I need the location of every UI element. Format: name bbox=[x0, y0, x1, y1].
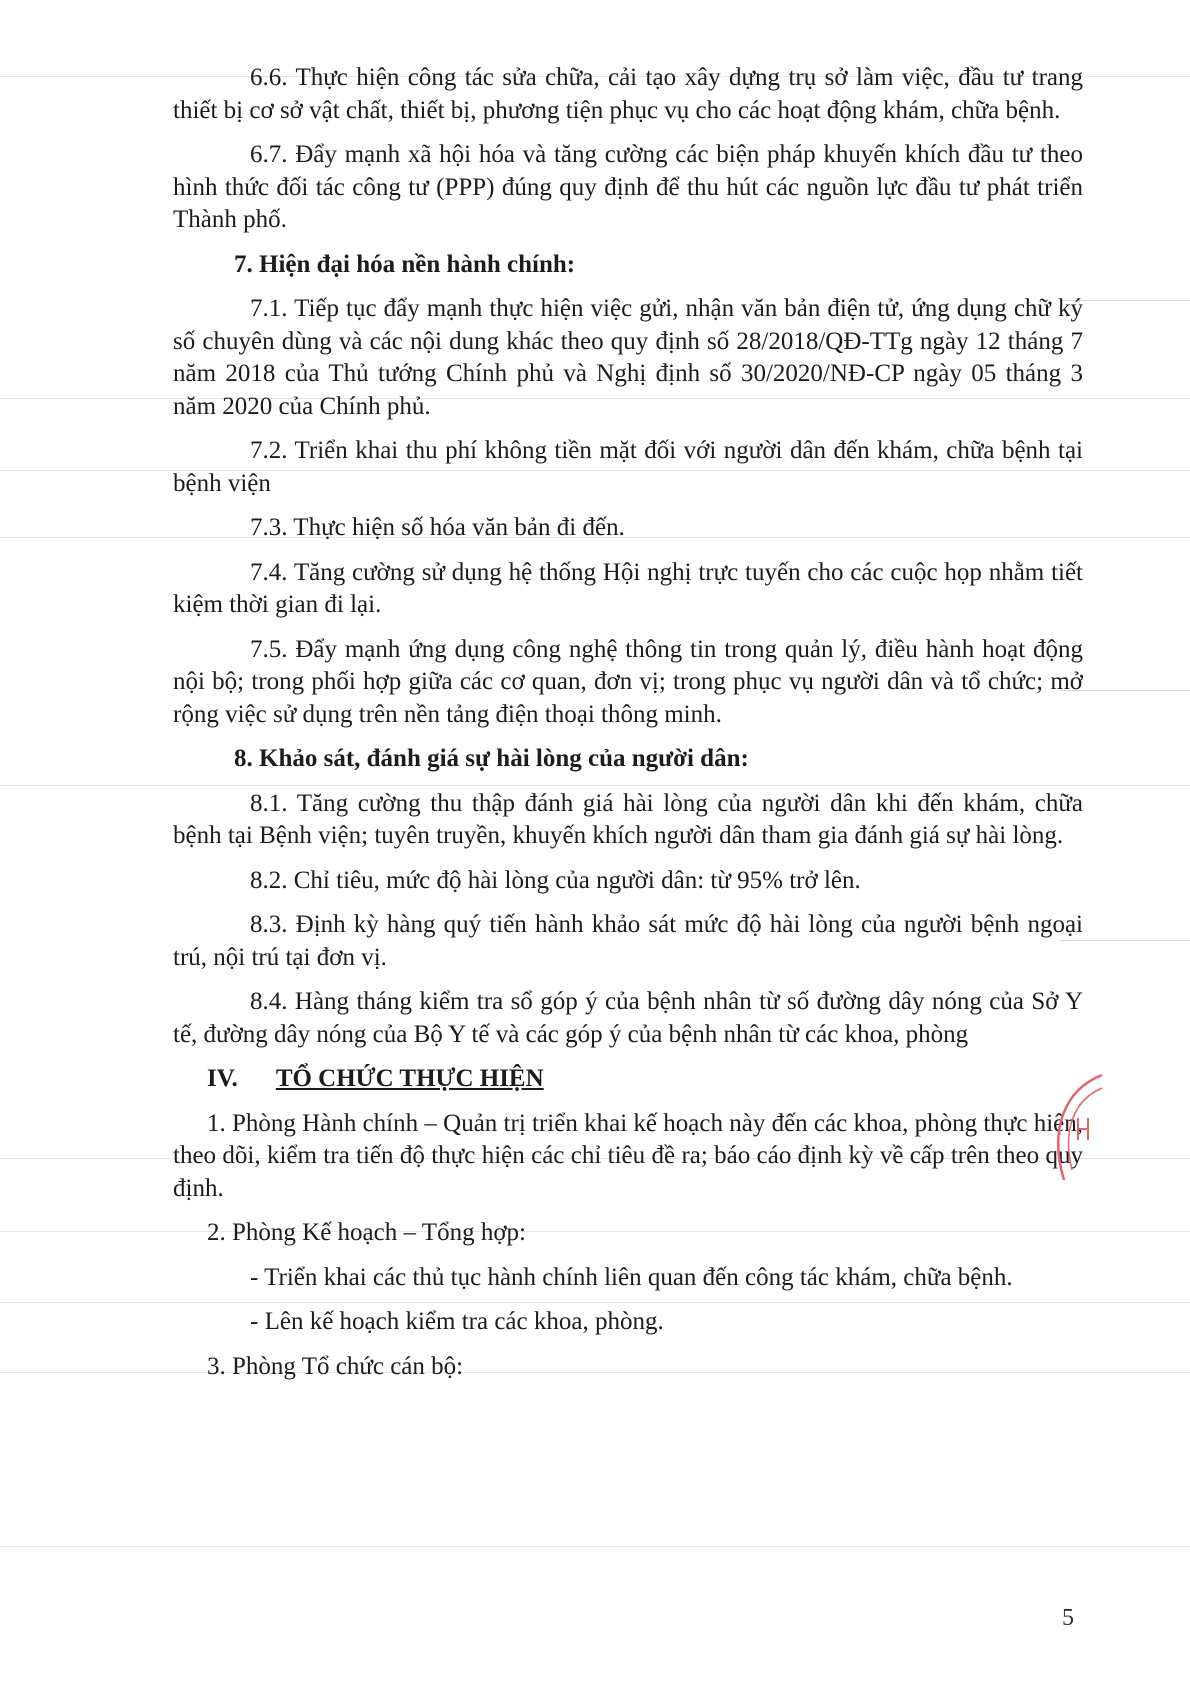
paragraph-6-7: 6.7. Đẩy mạnh xã hội hóa và tăng cường các biện pháp khuyến khích đầu tư theo hình thức đối tác công tư (PPP) đúng quy định để thu hút các nguồn lực đầu tư phát triển Thành phố. bbox=[173, 141, 1083, 233]
item-1: 1. Phòng Hành chính – Quản trị triển khai kế hoạch này đến các khoa, phòng thực hiện, theo dõi, kiểm tra tiến độ thực hiện các chỉ tiêu đề ra; báo cáo định kỳ về cấp trên theo quy định. bbox=[173, 1109, 1083, 1202]
paragraph-7-2: 7.2. Triển khai thu phí không tiền mặt đối với người dân đến khám, chữa bệnh tại bệnh viện bbox=[173, 437, 1083, 497]
section-title: TỔ CHỨC THỰC HIỆN bbox=[275, 1065, 544, 1092]
paragraph-6-6: 6.6. Thực hiện công tác sửa chữa, cải tạo xây dựng trụ sở làm việc, đầu tư trang thiết bị cơ sở vật chất, thiết bị, phương tiện phục vụ cho các hoạt động khám, chữa bệnh. bbox=[173, 64, 1083, 124]
section-number: IV. bbox=[207, 1065, 238, 1092]
paragraph-8-2: 8.2. Chỉ tiêu, mức độ hài lòng của người dân: từ 95% trở lên. bbox=[250, 866, 861, 894]
red-seal-icon bbox=[1044, 1070, 1104, 1190]
seal-glyph bbox=[1078, 1118, 1088, 1140]
heading-section-iv bbox=[173, 1063, 1083, 1096]
paragraph-7-1: 7.1. Tiếp tục đẩy mạnh thực hiện việc gửi, nhận văn bản điện tử, ứng dụng chữ ký số chuyên dùng và các nội dung khác theo quy định số 28/2018/QĐ-TTg ngày 12 tháng 7 năm 2018 của Thủ tướng Chính phủ và Nghị định số 30/2020/NĐ-CP ngày 05 tháng 3 năm 2020 của Chính phủ. bbox=[173, 295, 1083, 420]
paragraph-8-4: 8.4. Hàng tháng kiểm tra sổ góp ý của bệnh nhân từ số đường dây nóng của Sở Y tế, đường dây nóng của Bộ Y tế và các góp ý của bệnh nhân từ các khoa, phòng bbox=[173, 988, 1083, 1048]
paragraph-8-3: 8.3. Định kỳ hàng quý tiến hành khảo sát mức độ hài lòng của người bệnh ngoại trú, nội trú tại đơn vị. bbox=[173, 911, 1083, 971]
document-body bbox=[173, 62, 1083, 1395]
paragraph-7-3: 7.3. Thực hiện số hóa văn bản đi đến. bbox=[250, 514, 625, 541]
paragraph-7-4: 7.4. Tăng cường sử dụng hệ thống Hội nghị trực tuyến cho các cuộc họp nhằm tiết kiệm thời gian đi lại. bbox=[173, 558, 1083, 618]
item-2-bullet-b: - Lên kế hoạch kiểm tra các khoa, phòng. bbox=[250, 1308, 664, 1335]
item-2: 2. Phòng Kế hoạch – Tổng hợp: bbox=[207, 1219, 526, 1246]
paragraph-7-5: 7.5. Đẩy mạnh ứng dụng công nghệ thông tin trong quản lý, điều hành hoạt động nội bộ; trong phối hợp giữa các cơ quan, đơn vị; trong phục vụ người dân và tổ chức; mở rộng việc sử dụng trên nền tảng điện thoại thông minh. bbox=[173, 635, 1083, 728]
item-3: 3. Phòng Tổ chức cán bộ: bbox=[207, 1352, 464, 1380]
paragraph-8-1: 8.1. Tăng cường thu thập đánh giá hài lòng của người dân khi đến khám, chữa bệnh tại Bệnh viện; tuyên truyền, khuyến khích người dân tham gia đánh giá sự hài lòng. bbox=[173, 789, 1083, 849]
page-number: 5 bbox=[1062, 1605, 1074, 1631]
item-2-bullet-a: - Triển khai các thủ tục hành chính liên quan đến công tác khám, chữa bệnh. bbox=[250, 1263, 1013, 1291]
heading-8: 8. Khảo sát, đánh giá sự hài lòng của người dân: bbox=[234, 745, 749, 772]
scan-rule bbox=[0, 1546, 1190, 1547]
heading-7: 7. Hiện đại hóa nền hành chính: bbox=[234, 250, 576, 278]
